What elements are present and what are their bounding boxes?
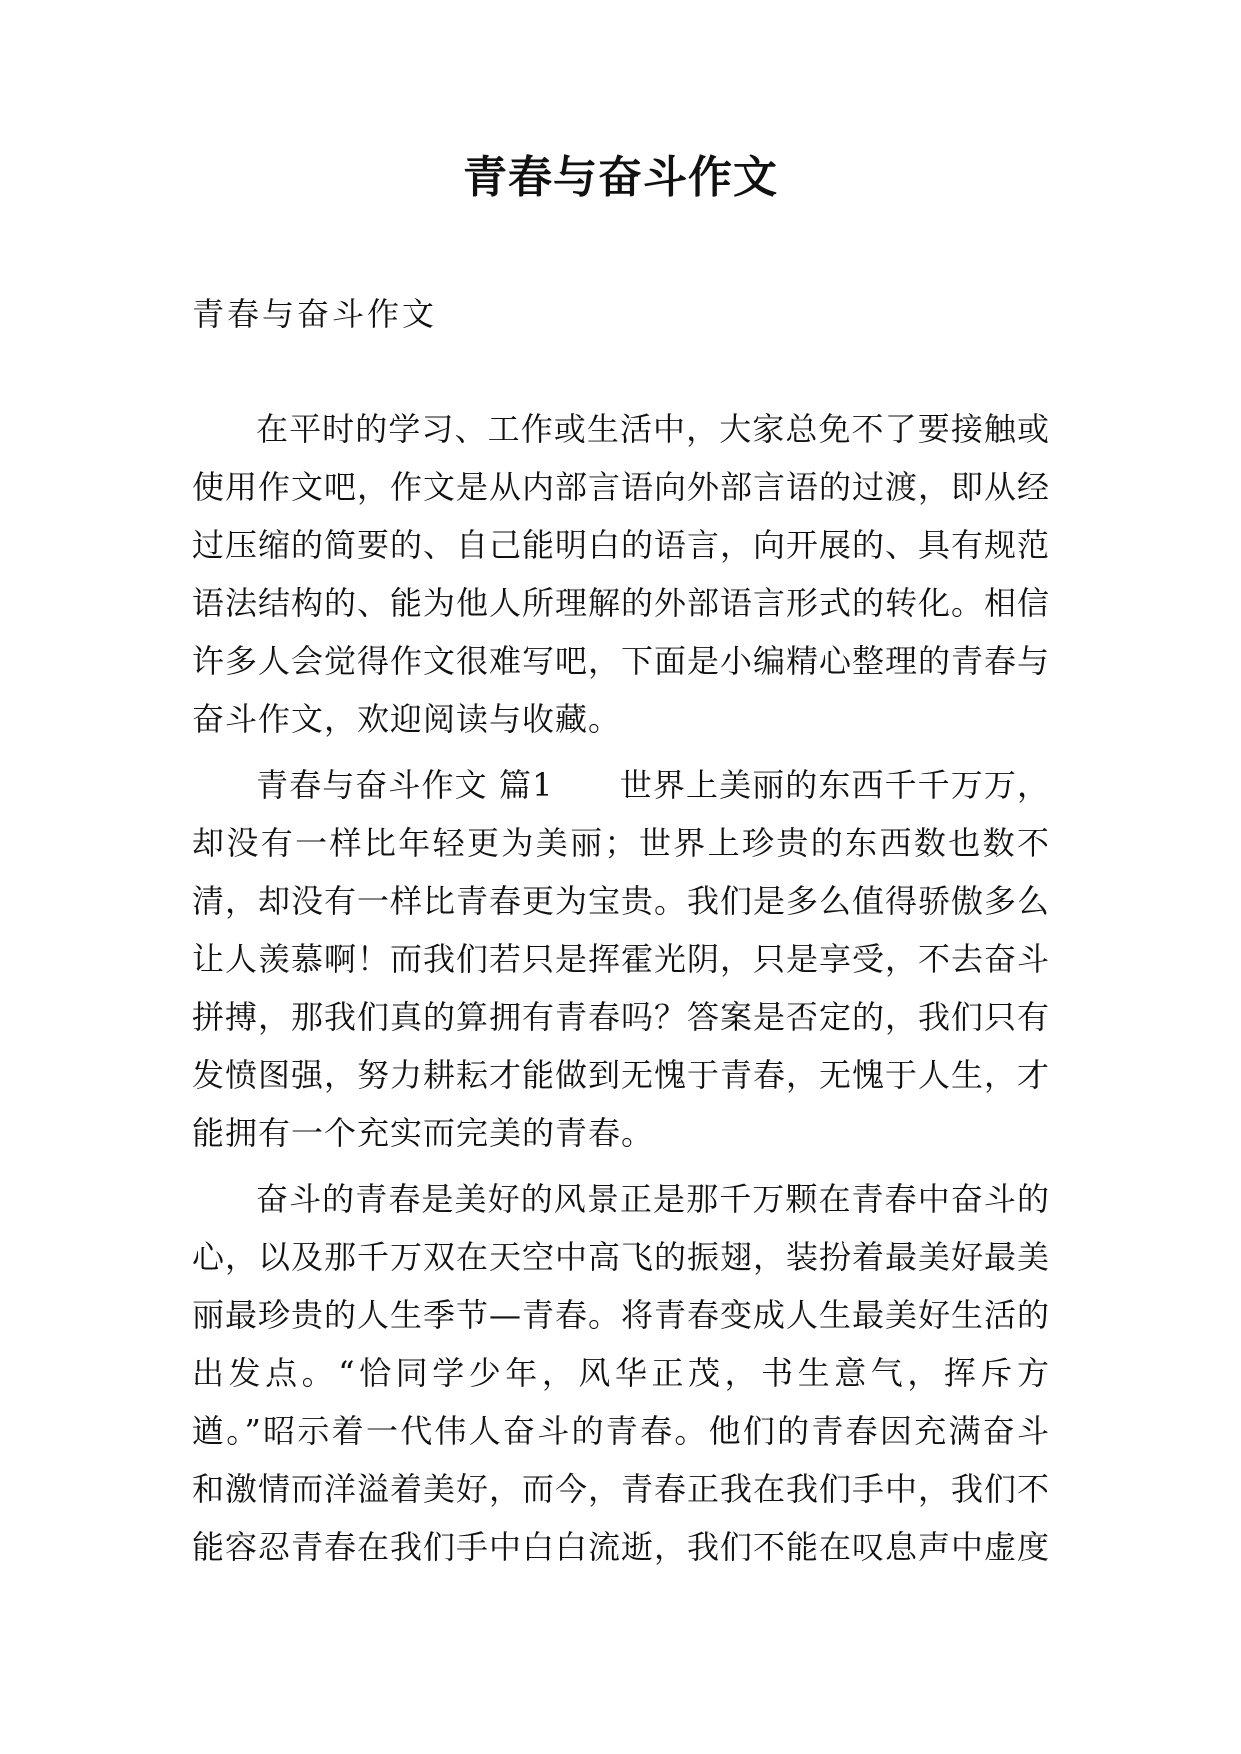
- paragraph-essay-2: 奋斗的青春是美好的风景正是那千万颗在青春中奋斗的心，以及那千万双在天空中高飞的振翅，装扮着最美好最美丽最珍贵的人生季节—青春。将青春变成人生最美好生活的出发点。“恰同学少年，风华正茂，书生意气，挥斥方遒。”昭示着一代伟人奋斗的青春。他们的青春因充满奋斗和激情而洋溢着美好，而今，青春正我在我们手中，我们不能容忍青春在我们手中白白流逝，我们不能在叹息声中虚度: [192, 1180, 1051, 1566]
- document-subtitle: 青春与奋斗作文: [192, 295, 438, 333]
- paragraph-intro: 在平时的学习、工作或生活中，大家总免不了要接触或使用作文吧，作文是从内部言语向外部言语的过渡，即从经过压缩的简要的、自己能明白的语言，向开展的、具有规范语法结构的、能为他人所理解的外部语言形式的转化。相信许多人会觉得作文很难写吧，下面是小编精心整理的青春与奋斗作文，欢迎阅读与收藏。: [192, 410, 1051, 738]
- paragraph-essay-1: 青春与奋斗作文 篇1 世界上美丽的东西千千万万，却没有一样比年轻更为美丽；世界上珍贵的东西数也数不清，却没有一样比青春更为宝贵。我们是多么值得骄傲多么让人羡慕啊！而我们若只是挥霍光阴，只是享受，不去奋斗拼搏，那我们真的算拥有青春吗？答案是否定的，我们只有发愤图强，努力耕耘才能做到无愧于青春，无愧于人生，才能拥有一个充实而完美的青春。: [192, 766, 1051, 1152]
- document-body: [192, 400, 1050, 1584]
- document-title: 青春与奋斗作文: [463, 152, 778, 203]
